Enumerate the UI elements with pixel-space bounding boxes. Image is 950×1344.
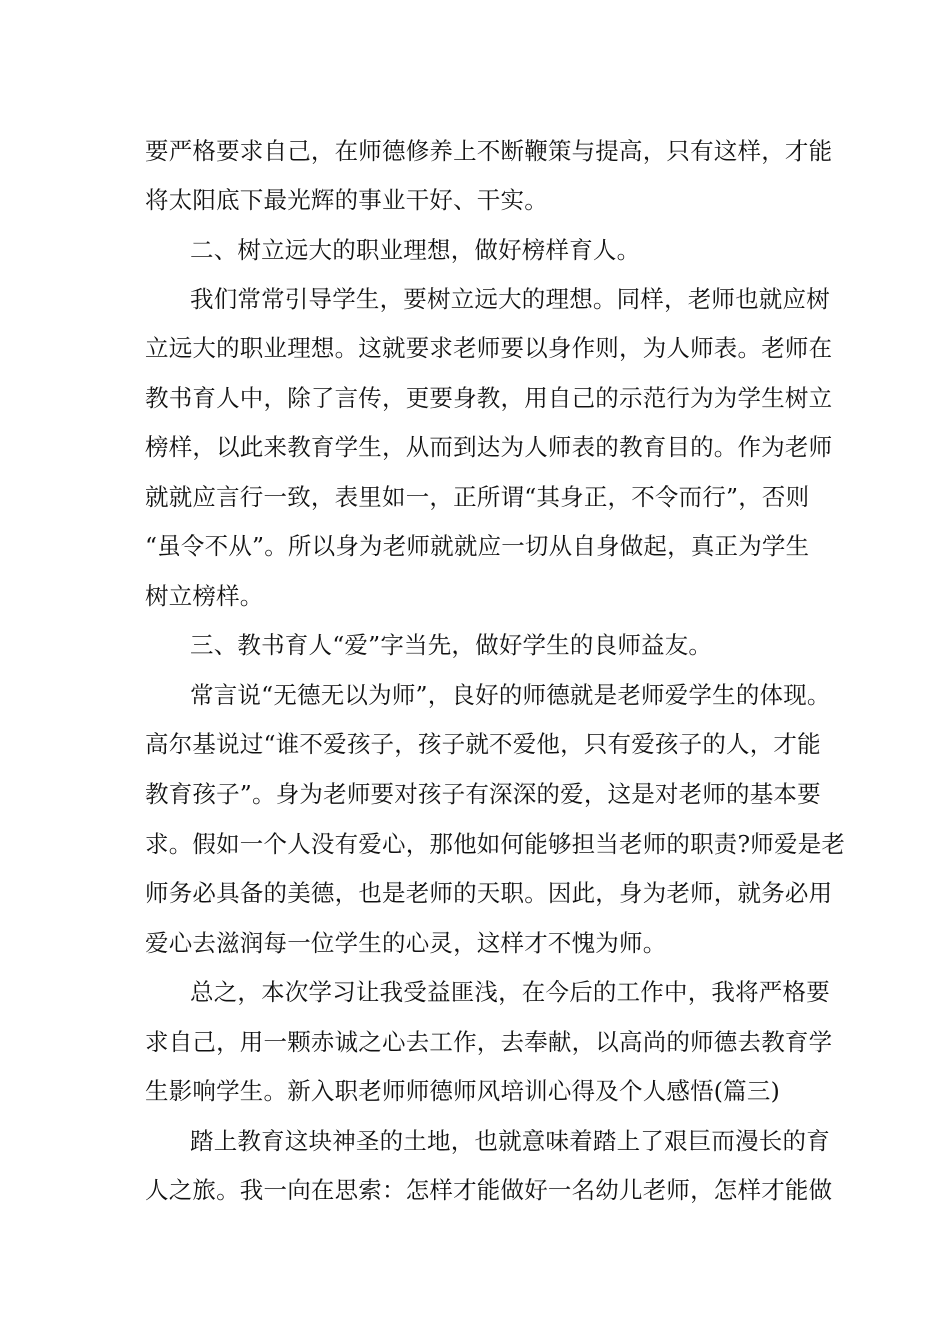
text-line: 将太阳底下最光辉的事业干好、干实。 xyxy=(145,186,548,214)
section-heading: 二、树立远大的职业理想，做好榜样育人。 xyxy=(190,236,641,264)
section-heading: 三、教书育人“爱”字当先，做好学生的良师益友。 xyxy=(190,631,713,659)
text-line: 要严格要求自己，在师德修养上不断鞭策与提高，只有这样，才能 xyxy=(145,137,833,165)
text-line: “虽令不从”。所以身为老师就就应一切从自身做起，真正为学生 xyxy=(145,532,810,560)
text-line: 生影响学生。新入职老师师德师风培训心得及个人感悟(篇三) xyxy=(145,1077,780,1105)
text-line: 师务必具备的美德，也是老师的天职。因此，身为老师，就务必用 xyxy=(145,879,833,907)
text-line: 榜样，以此来教育学生，从而到达为人师表的教育目的。作为老师 xyxy=(145,433,833,461)
text-line: 踏上教育这块神圣的土地，也就意味着踏上了艰巨而漫长的育 xyxy=(190,1127,830,1155)
text-line: 常言说“无德无以为师”，良好的师德就是老师爱学生的体现。 xyxy=(190,681,831,709)
text-line: 立远大的职业理想。这就要求老师要以身作则，为人师表。老师在 xyxy=(145,334,833,362)
text-line: 教书育人中，除了言传，更要身教，用自己的示范行为为学生树立 xyxy=(145,384,833,412)
text-line: 人之旅。我一向在思索：怎样才能做好一名幼儿老师，怎样才能做 xyxy=(145,1176,833,1204)
text-line: 教育孩子”。身为老师要对孩子有深深的爱，这是对老师的基本要 xyxy=(145,780,821,808)
text-line: 高尔基说过“谁不爱孩子，孩子就不爱他，只有爱孩子的人，才能 xyxy=(145,730,821,758)
text-line: 树立榜样。 xyxy=(145,582,264,610)
text-line: 爱心去滋润每一位学生的心灵，这样才不愧为师。 xyxy=(145,929,667,957)
text-line: 求。假如一个人没有爱心，那他如何能够担当老师的职责?师爱是老 xyxy=(145,830,846,858)
text-line: 就就应言行一致，表里如一，正所谓“其身正，不令而行”，否则 xyxy=(145,483,810,511)
text-line: 我们常常引导学生，要树立远大的理想。同样，老师也就应树 xyxy=(190,285,830,313)
text-line: 总之，本次学习让我受益匪浅，在今后的工作中，我将严格要 xyxy=(190,978,830,1006)
text-line: 求自己，用一颗赤诚之心去工作，去奉献，以高尚的师德去教育学 xyxy=(145,1028,833,1056)
